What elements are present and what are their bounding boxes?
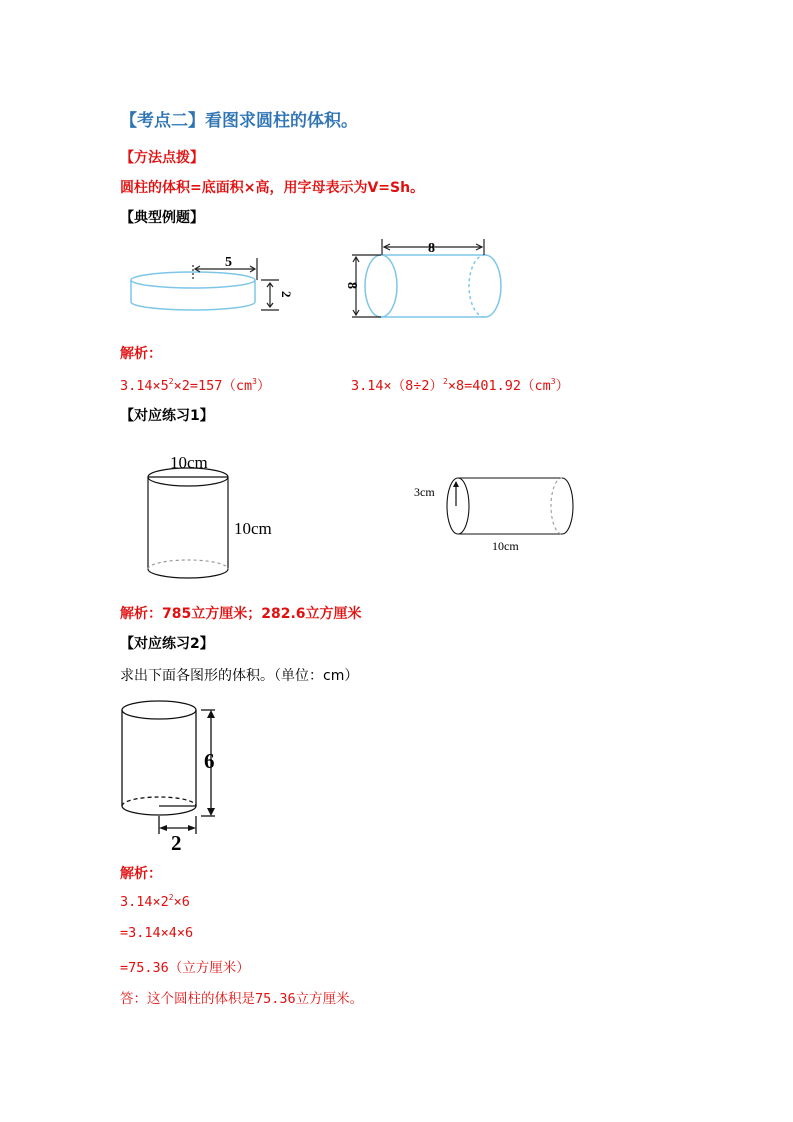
- example-cylinder-lying: [340, 235, 510, 330]
- practice2-cylinder: [115, 692, 240, 857]
- practice1-fig1-top-label: 10cm: [170, 453, 208, 472]
- practice2-radius-label: 2: [171, 831, 182, 855]
- method-heading: 【方法点拨】: [120, 150, 204, 166]
- practice2-step-2: =3.14×4×6: [120, 925, 194, 941]
- example-fig2-side-label: 8: [344, 282, 359, 289]
- example-fig1-side-label: 2: [279, 291, 294, 298]
- ans2-pre: 3.14×（8÷2）: [351, 378, 444, 394]
- example-answer-1: [120, 374, 270, 394]
- practice2-step-1: [120, 894, 190, 910]
- step1-exp: 2: [168, 893, 174, 902]
- example-heading: 【典型例题】: [120, 210, 204, 226]
- method-text: 圆柱的体积=底面积×高，用字母表示为V=Sh。: [120, 180, 425, 196]
- practice1-fig2-side-label: 3cm: [414, 485, 435, 499]
- practice2-heading: 【对应练习2】: [120, 636, 214, 652]
- practice2-analysis-label: 解析：: [120, 866, 162, 882]
- step1-pre: 3.14×2: [120, 894, 169, 910]
- example-fig2-top-label: 8: [428, 241, 435, 256]
- step1-post: ×6: [173, 894, 190, 910]
- ans2-post: ）: [555, 378, 570, 394]
- ans1-post: ）: [256, 378, 271, 394]
- practice2-height-label: 6: [204, 749, 215, 773]
- ans1-exp2: 3: [252, 377, 257, 386]
- example-fig1-top-label: 5: [225, 255, 232, 270]
- section-title: 【考点二】看图求圆柱的体积。: [120, 111, 358, 131]
- practice2-question: 求出下面各图形的体积。（单位：cm）: [120, 668, 359, 684]
- example-cylinder-flat: [125, 250, 310, 325]
- ans2-exp1: 2: [443, 377, 448, 386]
- ans1-mid: ×2=157（cm: [173, 378, 253, 394]
- practice1-fig2-bottom-label: 10cm: [492, 539, 519, 553]
- ans2-mid: ×8=401.92（cm: [447, 378, 551, 394]
- ans2-exp2: 3: [550, 377, 556, 386]
- practice2-conclusion: 答：这个圆柱的体积是75.36立方厘米。: [120, 991, 364, 1007]
- practice1-answer: 解析：785立方厘米；282.6立方厘米: [120, 606, 362, 622]
- practice1-cylinder-lying: [410, 470, 590, 560]
- practice1-cylinder-upright: [140, 448, 300, 583]
- example-analysis-label: 解析：: [120, 346, 162, 362]
- ans1-exp1: 2: [168, 377, 174, 386]
- example-answer-2: [351, 374, 569, 394]
- practice1-heading: 【对应练习1】: [120, 408, 214, 424]
- practice2-step-3: =75.36（立方厘米）: [120, 960, 250, 976]
- ans1-pre: 3.14×5: [120, 378, 169, 394]
- practice1-fig1-side-label: 10cm: [234, 519, 272, 538]
